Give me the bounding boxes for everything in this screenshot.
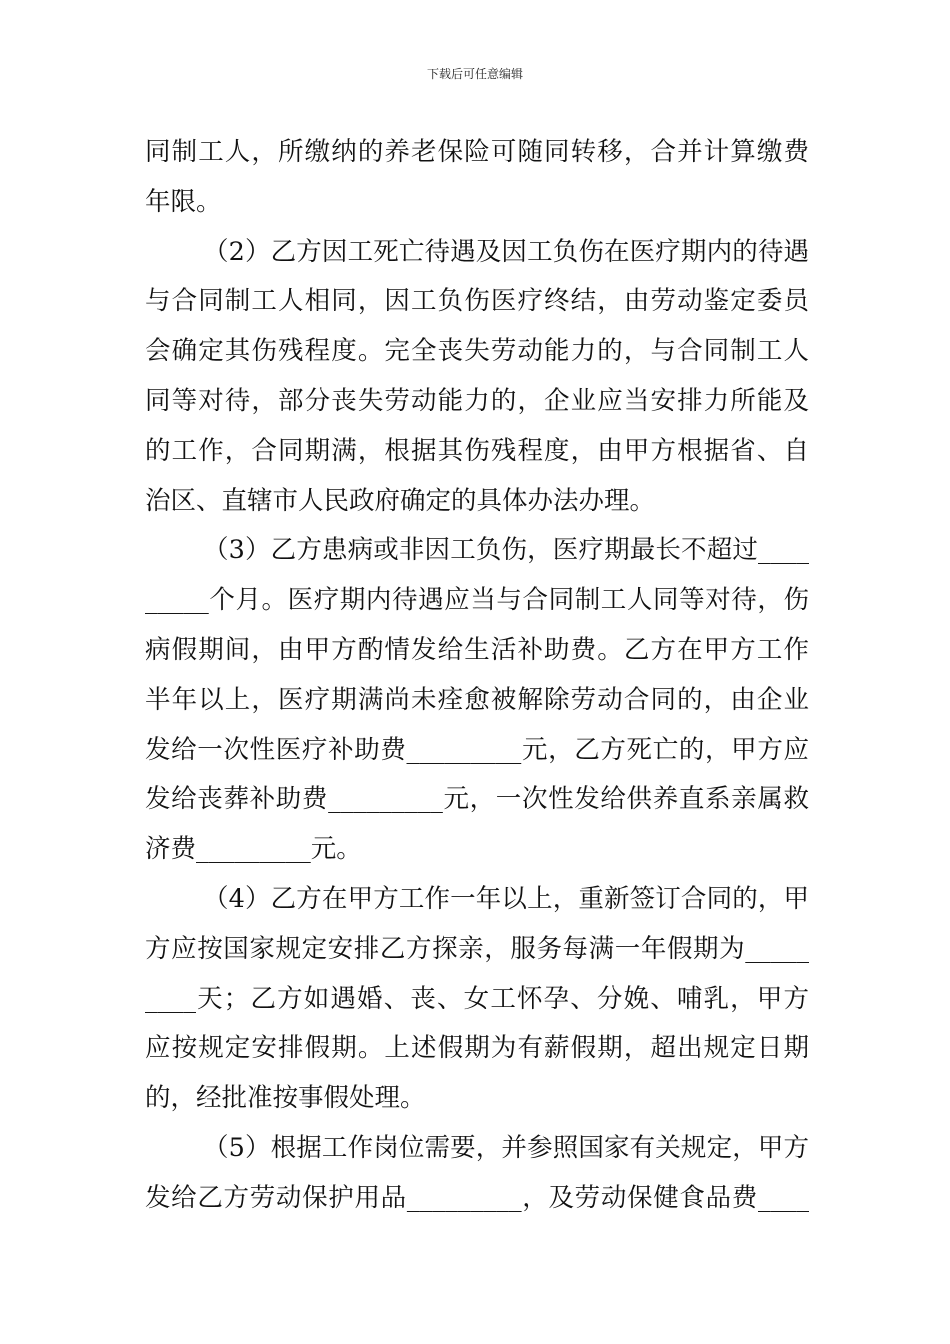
paragraph-line: 济费_________元。	[145, 834, 362, 865]
paragraph-line: 病假期间，由甲方酌情发给生活补助费。乙方在甲方工作	[145, 634, 809, 665]
paragraph-line: （4）乙方在甲方工作一年以上，重新签订合同的，甲	[203, 883, 809, 914]
paragraph-line: 的，经批准按事假处理。	[145, 1083, 426, 1114]
paragraph-line: （2）乙方因工死亡待遇及因工负伤在医疗期内的待遇	[203, 236, 809, 267]
paragraph-line: 同制工人，所缴纳的养老保险可随同转移，合并计算缴费	[145, 137, 809, 167]
paragraph-line: （5）根据工作岗位需要，并参照国家有关规定，甲方	[203, 1132, 809, 1163]
document-body	[145, 128, 809, 1224]
paragraph-line: 同等对待，部分丧失劳动能力的，企业应当安排力所能及	[145, 385, 809, 416]
paragraph-line: 会确定其伤残程度。完全丧失劳动能力的，与合同制工人	[145, 336, 809, 367]
paragraph-line: 治区、直辖市人民政府确定的具体办法办理。	[145, 485, 656, 516]
paragraph-line: 的工作，合同期满，根据其伤残程度，由甲方根据省、自	[145, 435, 809, 466]
paragraph-line: 年限。	[145, 186, 222, 217]
paragraph-line: 发给一次性医疗补助费_________元，乙方死亡的，甲方应	[145, 734, 809, 765]
paragraph-line: 发给丧葬补助费_________元，一次性发给供养直系亲属救	[145, 784, 809, 815]
page-header: 下载后可任意编辑	[426, 67, 523, 81]
paragraph-line: 应按规定安排假期。上述假期为有薪假期，超出规定日期	[145, 1033, 809, 1064]
paragraph-line: （3）乙方患病或非因工负伤，医疗期最长不超过____	[203, 535, 809, 566]
paragraph-line: 发给乙方劳动保护用品_________，及劳动保健食品费____	[145, 1182, 809, 1213]
paragraph-line: 半年以上，医疗期满尚未痊愈被解除劳动合同的，由企业	[145, 684, 809, 715]
paragraph-line: _____个月。医疗期内待遇应当与合同制工人同等对待，伤	[145, 585, 809, 616]
paragraph-line: 与合同制工人相同，因工负伤医疗终结，由劳动鉴定委员	[145, 286, 809, 317]
paragraph-line: 方应按国家规定安排乙方探亲，服务每满一年假期为_____	[145, 933, 809, 964]
paragraph-line: ____天；乙方如遇婚、丧、女工怀孕、分娩、哺乳，甲方	[145, 983, 809, 1014]
